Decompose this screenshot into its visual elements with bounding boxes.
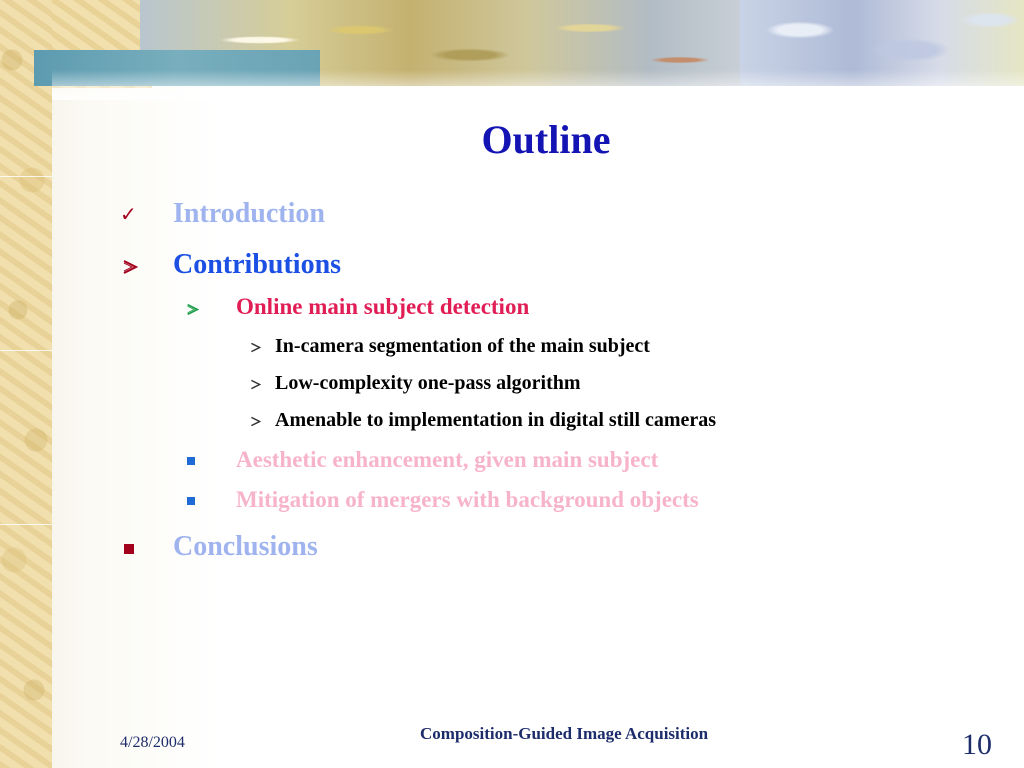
bullet-text: Amenable to implementation in digital still cameras (275, 409, 717, 431)
strip-divider (0, 524, 52, 525)
strip-divider (0, 350, 52, 351)
square-bullet-icon (187, 457, 195, 465)
bullet-text: Aesthetic enhancement, given main subject (236, 447, 659, 472)
top-banner-decoration (52, 0, 1024, 88)
slide-title: Outline (481, 117, 611, 162)
bullet-text: Introduction (173, 198, 325, 229)
checkmark-icon: ✓ (120, 202, 137, 226)
bullet-text: Contributions (173, 249, 342, 280)
arrow-bullet-icon (250, 342, 261, 353)
strip-divider (0, 176, 52, 177)
arrow-bullet-icon (122, 259, 138, 275)
arrow-bullet-icon (250, 379, 261, 390)
page-number: 10 (962, 728, 992, 761)
bullet-text: In-camera segmentation of the main subject (275, 335, 650, 357)
bullet-text: Low-complexity one-pass algorithm (275, 372, 581, 394)
bullet-text: Conclusions (173, 531, 318, 562)
bullet-text: Mitigation of mergers with background objects (236, 487, 699, 512)
footer-title: Composition-Guided Image Acquisition (420, 724, 709, 743)
footer-date: 4/28/2004 (120, 734, 185, 751)
bullet-text: Online main subject detection (236, 294, 530, 319)
square-bullet-icon (124, 544, 134, 554)
arrow-bullet-icon (186, 303, 199, 316)
arrow-bullet-icon (250, 416, 261, 427)
square-bullet-icon (187, 497, 195, 505)
banner-fade (52, 70, 1024, 100)
